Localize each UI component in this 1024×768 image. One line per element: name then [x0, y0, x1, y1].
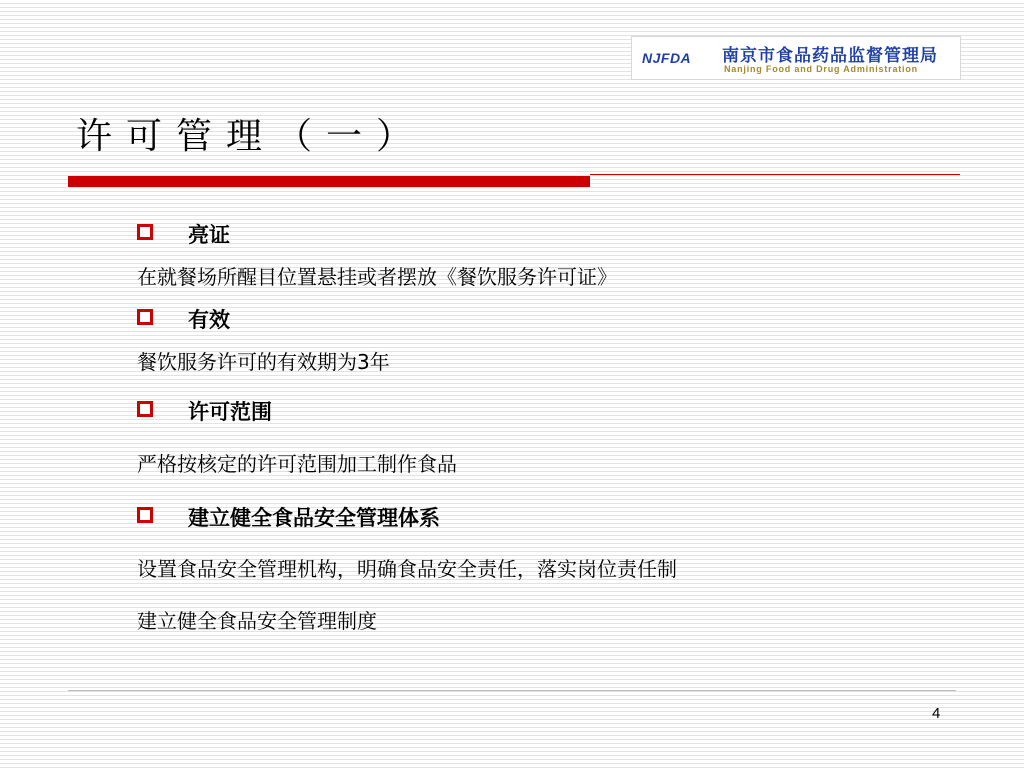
bullet-item-license-display: [137, 217, 230, 247]
square-bullet-icon: [137, 401, 153, 417]
title-underline-thin: [590, 174, 960, 175]
bullet-detail: 在就餐场所醒目位置悬挂或者摆放《餐饮服务许可证》: [137, 265, 617, 289]
bullet-heading: 有效: [188, 308, 230, 332]
bullet-detail: 餐饮服务许可的有效期为3年: [137, 350, 390, 374]
footer-divider: [68, 690, 956, 691]
bullet-detail: 设置食品安全管理机构，明确食品安全责任，落实岗位责任制: [137, 557, 677, 581]
bullet-heading: 建立健全食品安全管理体系: [188, 506, 440, 530]
bullet-item-validity: [137, 302, 230, 332]
bullet-heading: 亮证: [188, 223, 230, 247]
slide-title: 许可管理（一）: [76, 116, 427, 157]
logo-organization-name-english: Nanjing Food and Drug Administration: [724, 64, 918, 74]
bullet-item-license-scope: [137, 394, 272, 424]
bullet-detail: 建立健全食品安全管理制度: [137, 609, 377, 633]
square-bullet-icon: [137, 309, 153, 325]
square-bullet-icon: [137, 224, 153, 240]
organization-logo: [631, 36, 961, 80]
bullet-item-safety-system: [137, 500, 440, 530]
bullet-detail: 严格按核定的许可范围加工制作食品: [137, 452, 457, 476]
bullet-heading: 许可范围: [188, 400, 272, 424]
square-bullet-icon: [137, 507, 153, 523]
logo-abbreviation: NJFDA: [642, 50, 692, 66]
logo-organization-name: 南京市食品药品监督管理局: [722, 46, 938, 66]
page-number: 4: [932, 705, 941, 722]
title-underline-bar: [68, 176, 590, 187]
